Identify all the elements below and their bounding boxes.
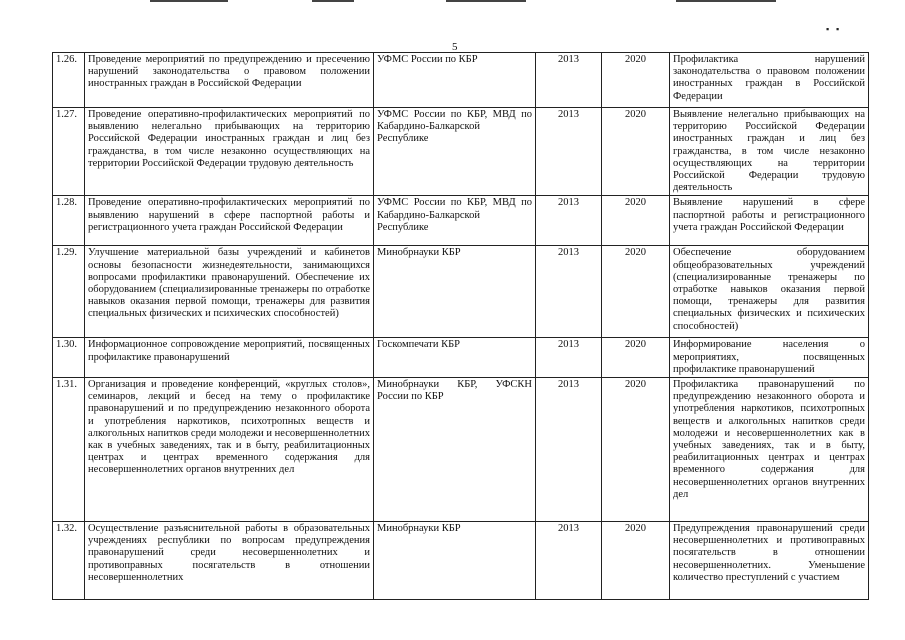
table-row xyxy=(53,246,869,338)
top-rule-3 xyxy=(446,0,526,2)
start-year-cell: 2013 xyxy=(536,108,602,196)
row-number: 1.31. xyxy=(53,378,85,522)
action-cell: Улучшение материальной базы учреждений и кабинетов основы безопасности жизнедеятельности, занимающихся вопросами профилактики правонарушений. Обеспечение их оборудованием (специализированные тренажеры по отработке навыков оказания первой помощи, тренажеры для развития специальных физических и психических способностей) xyxy=(85,246,374,338)
table-row xyxy=(53,378,869,522)
top-rule-4 xyxy=(676,0,776,2)
corner-mark: ▪ ▪ xyxy=(826,24,840,34)
row-number: 1.32. xyxy=(53,522,85,600)
result-cell: Выявление нелегально прибывающих на территорию Российской Федерации иностранных граждан и лиц без гражданства, в том числе незаконно осуществляющих на территории Российской Федерации трудовую деятельность xyxy=(670,108,869,196)
row-number: 1.27. xyxy=(53,108,85,196)
table-row xyxy=(53,338,869,378)
start-year-cell: 2013 xyxy=(536,246,602,338)
start-year-cell: 2013 xyxy=(536,378,602,522)
executor-cell: Минобрнауки КБР xyxy=(374,246,536,338)
action-cell: Проведение оперативно-профилактических мероприятий по выявлению нелегально прибывающих на территорию Российской Федерации иностранных граждан и лиц без гражданства, в том числе незаконно осуществляющих на территории Российской Федерации трудовую деятельность xyxy=(85,108,374,196)
start-year-cell: 2013 xyxy=(536,196,602,246)
result-cell: Выявление нарушений в сфере паспортной работы и регистрационного учета граждан Российской Федерации xyxy=(670,196,869,246)
result-cell: Профилактика правонарушений по предупреждению незаконного оборота и употребления наркотиков, психотропных веществ и алкогольных напитков среди молодежи и несовершеннолетних как в учебных заведениях, так и в быту, реабилитационных центрах и центрах временного содержания для несовершеннолетних органов внутренних дел xyxy=(670,378,869,522)
page-number: 5 xyxy=(452,41,458,53)
executor-cell: Минобрнауки КБР, УФСКН России по КБР xyxy=(374,378,536,522)
start-year-cell: 2013 xyxy=(536,53,602,108)
top-rule-2 xyxy=(312,0,354,2)
row-number: 1.28. xyxy=(53,196,85,246)
executor-cell: Минобрнауки КБР xyxy=(374,522,536,600)
executor-cell: УФМС России по КБР, МВД по Кабардино-Балкарской Республике xyxy=(374,108,536,196)
action-cell: Проведение оперативно-профилактических мероприятий по выявлению нарушений в сфере паспортной работы и регистрационного учета граждан Российской Федерации xyxy=(85,196,374,246)
executor-cell: Госкомпечати КБР xyxy=(374,338,536,378)
table-row xyxy=(53,196,869,246)
end-year-cell: 2020 xyxy=(602,246,670,338)
end-year-cell: 2020 xyxy=(602,53,670,108)
executor-cell: УФМС России по КБР xyxy=(374,53,536,108)
start-year-cell: 2013 xyxy=(536,338,602,378)
table-row xyxy=(53,53,869,108)
end-year-cell: 2020 xyxy=(602,522,670,600)
action-cell: Осуществление разъяснительной работы в образовательных учреждениях республики по вопросам предупреждения правонарушений среди несовершеннолетних и противоправных посягательств в отношении несовершеннолетних xyxy=(85,522,374,600)
end-year-cell: 2020 xyxy=(602,338,670,378)
action-cell: Проведение мероприятий по предупреждению и пресечению нарушений законодательства о правовом положении иностранных граждан в Российской Федерации xyxy=(85,53,374,108)
row-number: 1.30. xyxy=(53,338,85,378)
end-year-cell: 2020 xyxy=(602,196,670,246)
end-year-cell: 2020 xyxy=(602,378,670,522)
result-cell: Предупреждения правонарушений среди несовершеннолетних и противоправных посягательств в отношении несовершеннолетних. Уменьшение количество преступлений с участием xyxy=(670,522,869,600)
row-number: 1.26. xyxy=(53,53,85,108)
action-cell: Организация и проведение конференций, «круглых столов», семинаров, лекций и бесед на тему о профилактике правонарушений и по предупреждению незаконного оборота и употребления наркотиков, психотропных веществ и алкогольных напитков среди молодежи и несовершеннолетних как в учебных заведениях, так и в быту, реабилитационных центрах и центрах временного содержания для несовершеннолетних органов внутренних дел xyxy=(85,378,374,522)
executor-cell: УФМС России по КБР, МВД по Кабардино-Балкарской Республике xyxy=(374,196,536,246)
table-row xyxy=(53,522,869,600)
table-body xyxy=(53,53,869,600)
program-table xyxy=(52,52,869,600)
top-rule-1 xyxy=(150,0,228,2)
result-cell: Обеспечение оборудованием общеобразовательных учреждений (специализированные тренажеры по отработке навыков оказания первой помощи, тренажеры для развития специальных физических и психических способностей) xyxy=(670,246,869,338)
end-year-cell: 2020 xyxy=(602,108,670,196)
start-year-cell: 2013 xyxy=(536,522,602,600)
row-number: 1.29. xyxy=(53,246,85,338)
result-cell: Информирование населения о мероприятиях, посвященных профилактике правонарушений xyxy=(670,338,869,378)
result-cell: Профилактика нарушений законодательства о правовом положении иностранных граждан в Российской Федерации xyxy=(670,53,869,108)
table-row xyxy=(53,108,869,196)
action-cell: Информационное сопровождение мероприятий, посвященных профилактике правонарушений xyxy=(85,338,374,378)
